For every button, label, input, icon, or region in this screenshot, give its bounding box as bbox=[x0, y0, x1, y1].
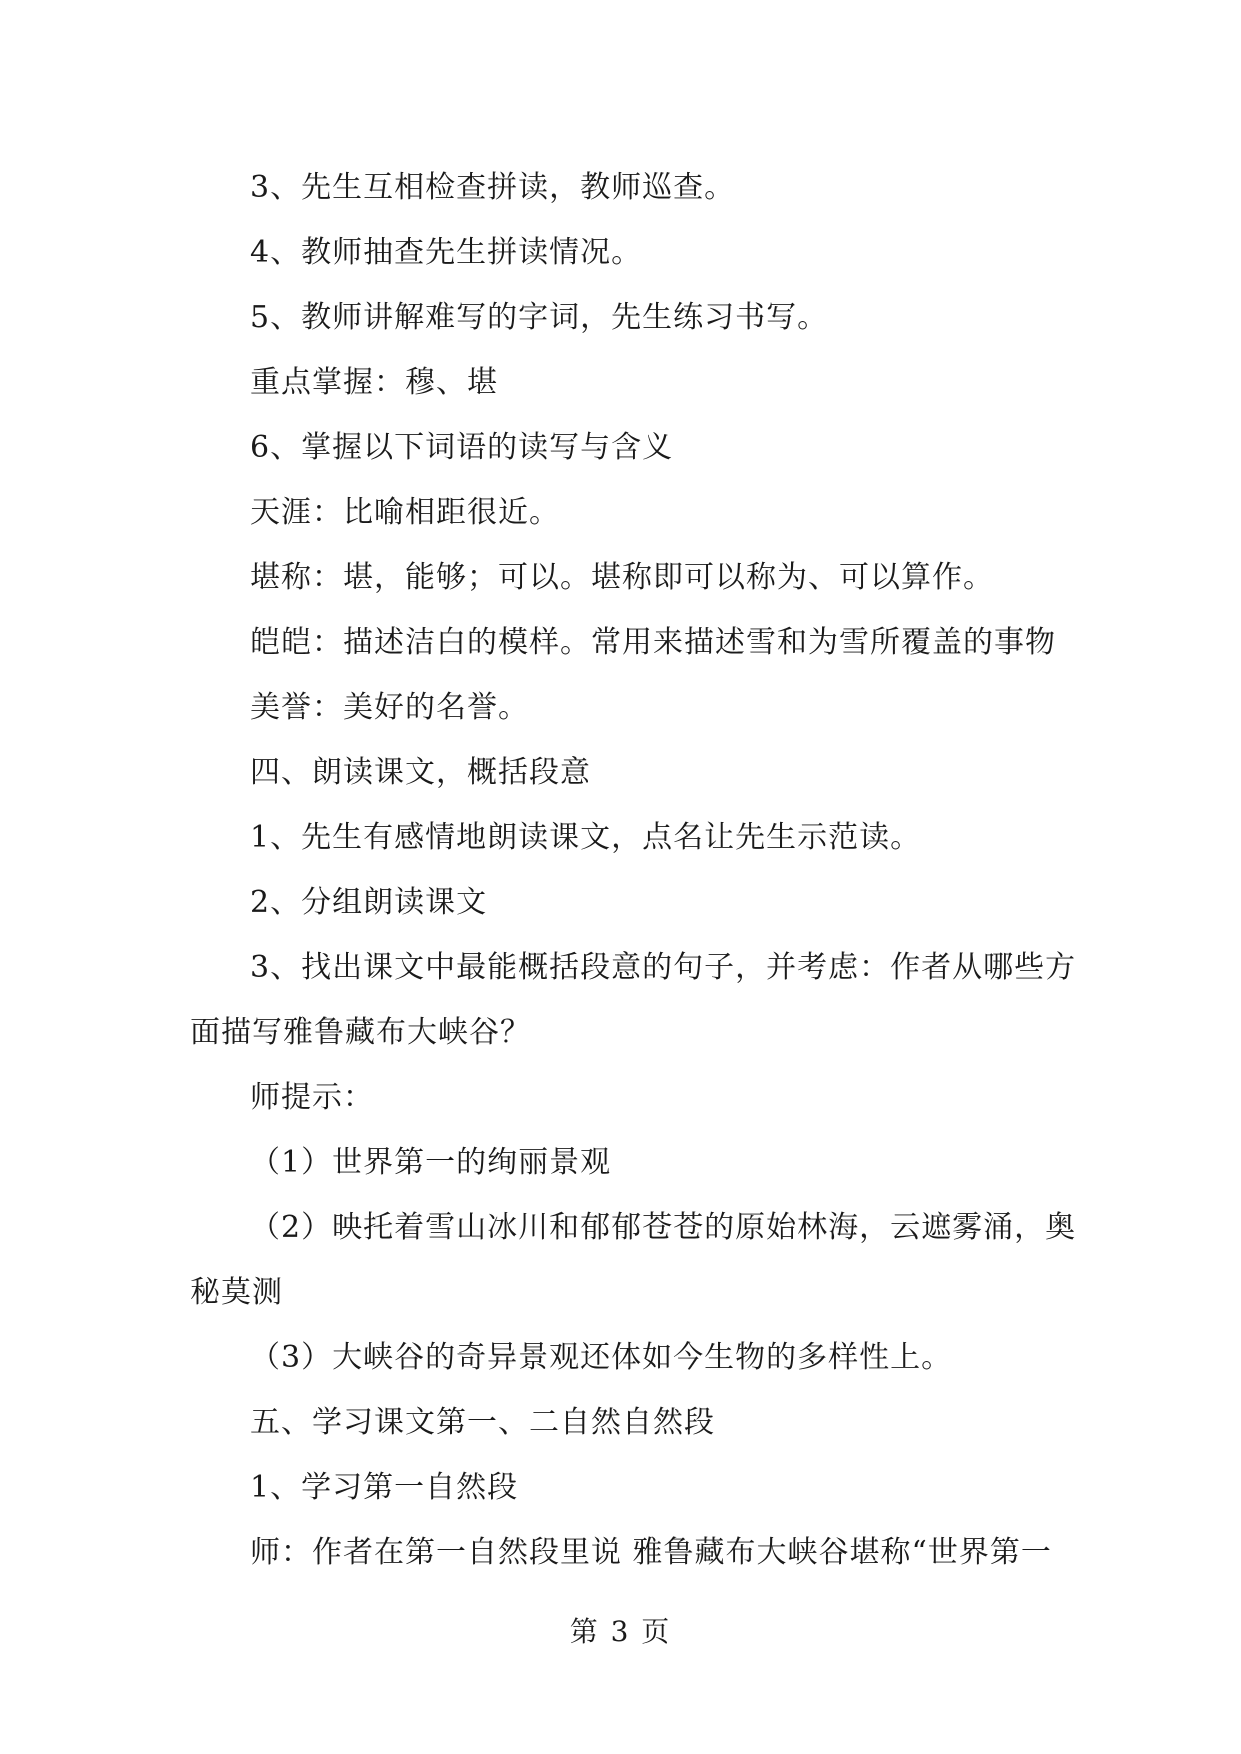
paragraph-16: （2）映托着雪山冰川和郁郁苍苍的原始林海，云遮雾涌，奥秘莫测 bbox=[190, 1210, 1077, 1310]
paragraph-11: 1、先生有感情地朗读课文，点名让先生示范读。 bbox=[250, 820, 922, 855]
paragraph-13: 3、找出课文中最能概括段意的句子，并考虑：作者从哪些方面描写雅鲁藏布大峡谷？ bbox=[190, 950, 1077, 1050]
paragraph-8: 皑皑：描述洁白的模样。常用来描述雪和为雪所覆盖的事物 bbox=[250, 625, 1056, 660]
paragraph-14: 师提示： bbox=[250, 1080, 374, 1115]
paragraph-10: 四、朗读课文，概括段意 bbox=[250, 755, 591, 790]
paragraph-5: 6、掌握以下词语的读写与含义 bbox=[250, 430, 674, 465]
paragraph-3: 5、教师讲解难写的字词，先生练习书写。 bbox=[250, 300, 829, 335]
paragraph-6: 天涯：比喻相距很近。 bbox=[250, 495, 560, 530]
paragraph-2: 4、教师抽查先生拼读情况。 bbox=[250, 235, 643, 270]
paragraph-15: （1）世界第一的绚丽景观 bbox=[250, 1145, 612, 1180]
paragraph-12: 2、分组朗读课文 bbox=[250, 885, 488, 920]
paragraph-19: 1、学习第一自然段 bbox=[250, 1470, 519, 1505]
page-number: 第 3 页 bbox=[569, 1615, 672, 1648]
paragraph-17: （3）大峡谷的奇异景观还体如今生物的多样性上。 bbox=[250, 1340, 953, 1375]
paragraph-18: 五、学习课文第一、二自然自然段 bbox=[250, 1405, 715, 1440]
paragraph-9: 美誉：美好的名誉。 bbox=[250, 690, 529, 725]
paragraph-1: 3、先生互相检查拼读，教师巡查。 bbox=[250, 170, 736, 205]
paragraph-20: 师：作者在第一自然段里说 雅鲁藏布大峡谷堪称“世界第一 bbox=[250, 1535, 1052, 1570]
paragraph-7: 堪称：堪，能够；可以。堪称即可以称为、可以算作。 bbox=[250, 560, 994, 595]
paragraph-4: 重点掌握：穆、堪 bbox=[250, 365, 498, 400]
document-body bbox=[190, 155, 1078, 1585]
